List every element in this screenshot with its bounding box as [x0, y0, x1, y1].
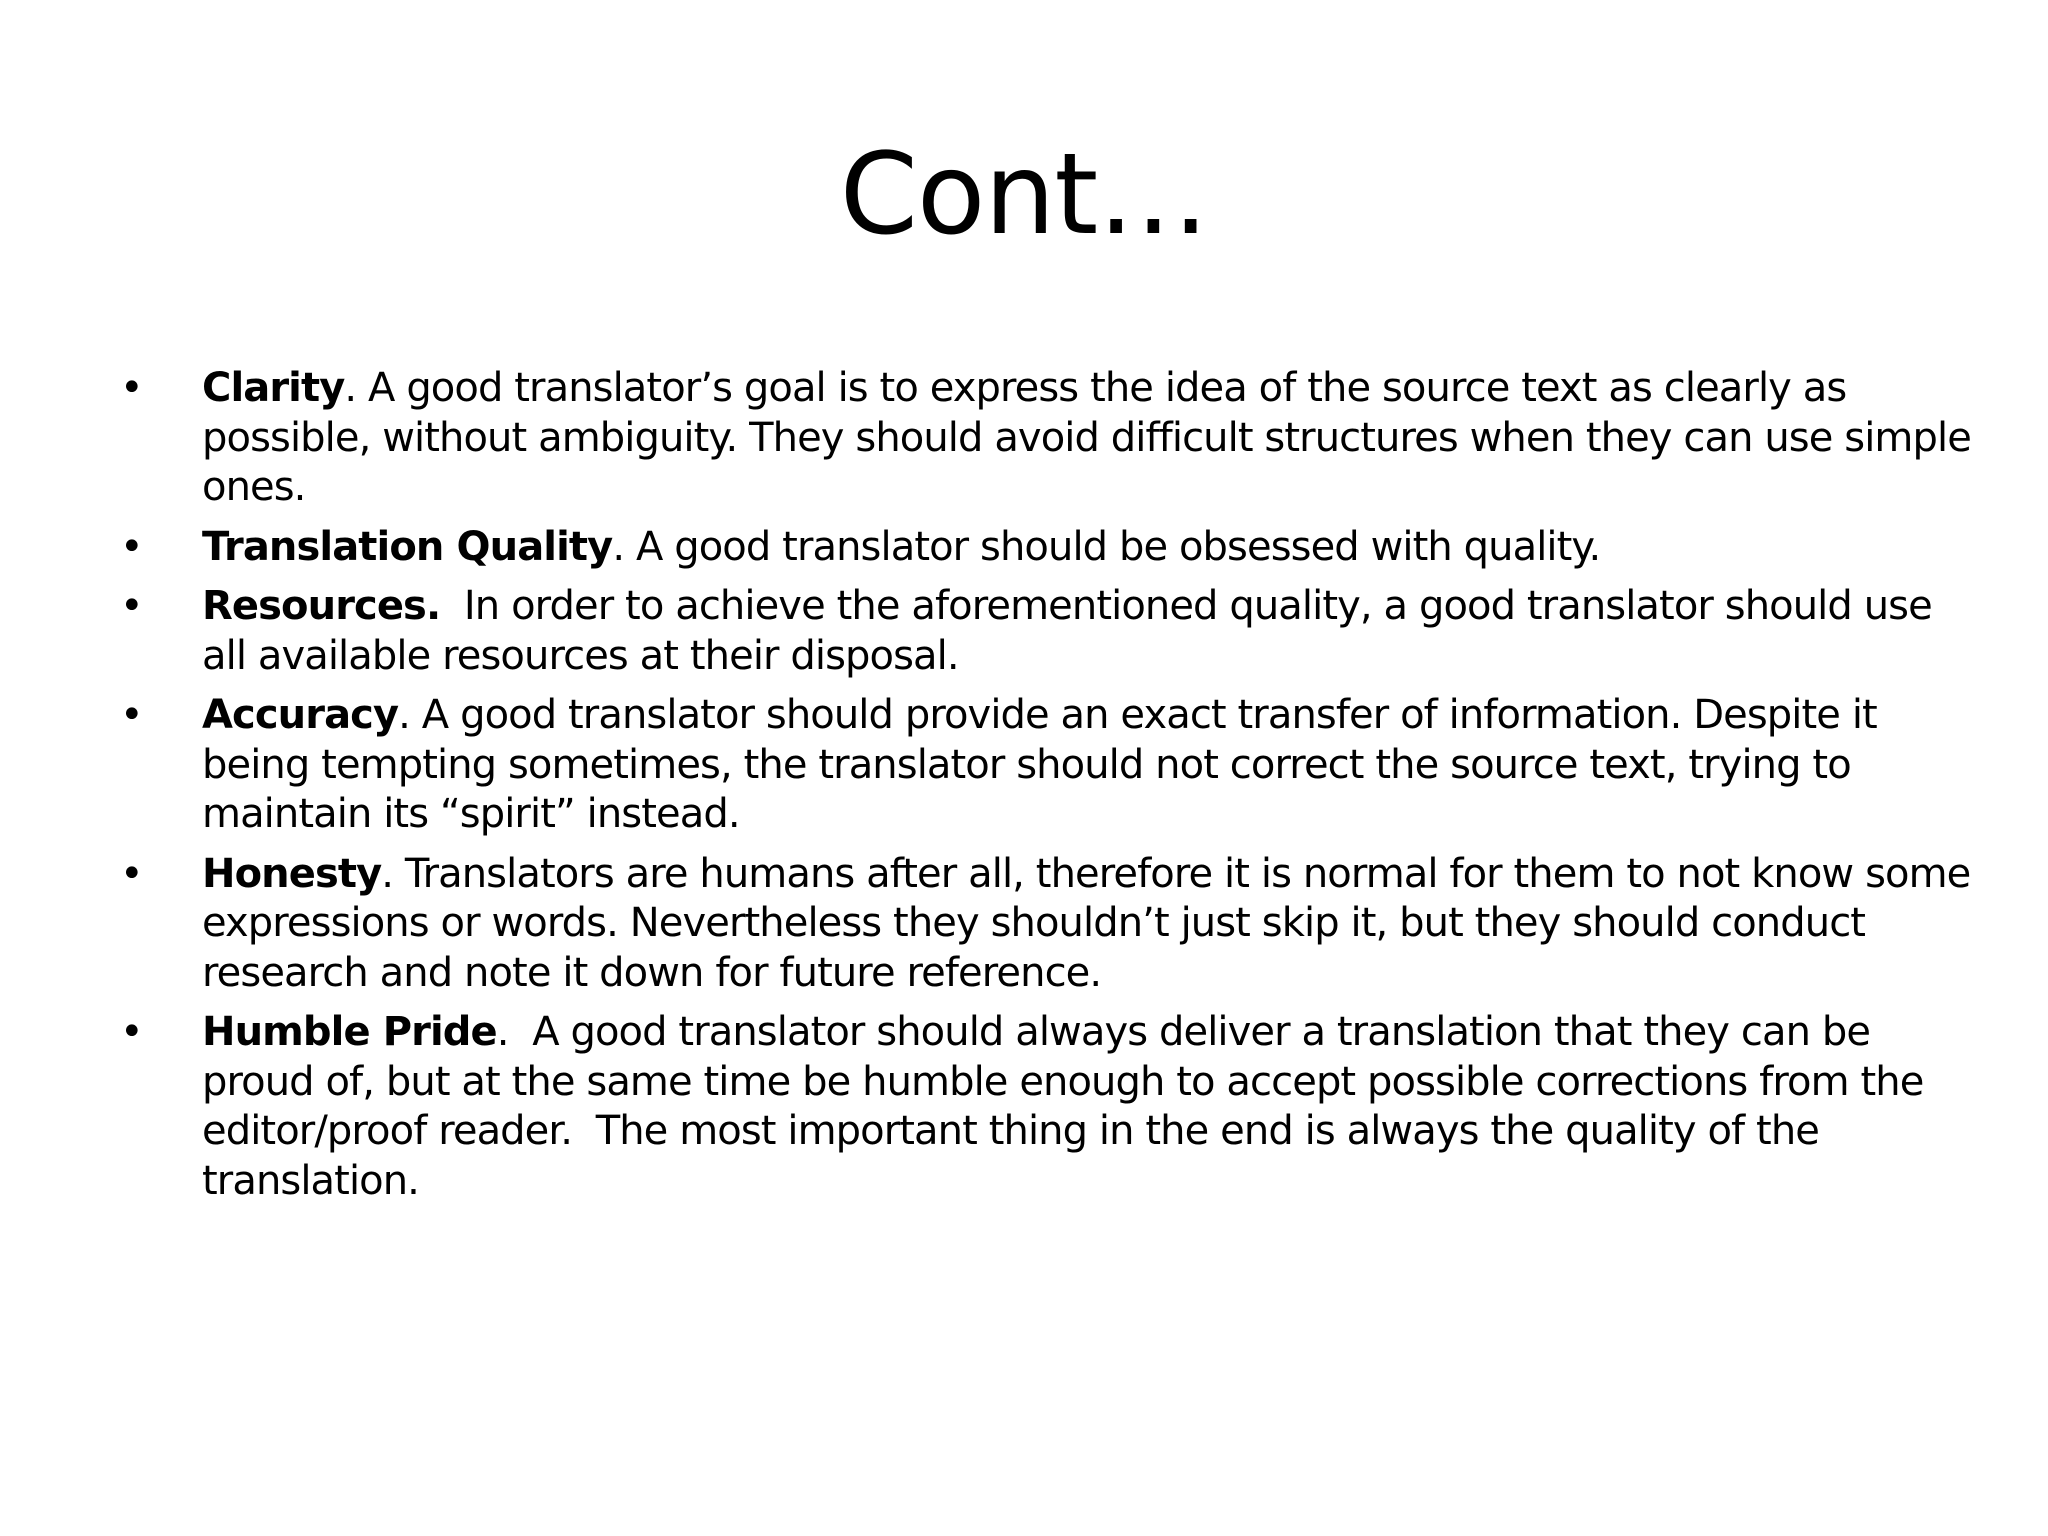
bullet-term: Translation Quality [202, 523, 613, 570]
bullet-icon: • [120, 1009, 143, 1055]
bullet-item-resources [120, 582, 1980, 681]
bullet-text: In order to achieve the aforementioned quality, a good translator should use all available resources at their disposal. [202, 583, 1944, 679]
bullet-list [120, 364, 1980, 1216]
bullet-term: Humble Pride [202, 1009, 497, 1055]
bullet-text: . A good translator’s goal is to express the idea of the source text as clearly as possible, without ambiguity. They should avoid difficult structures when they can use simple ones. [202, 365, 1971, 510]
bullet-icon: • [120, 692, 143, 738]
bullet-term: Clarity [202, 365, 345, 411]
bullet-icon: • [120, 583, 143, 629]
bullet-text: . A good translator should be obsessed with quality. [612, 523, 1601, 570]
bullet-item-clarity [120, 364, 1980, 513]
slide-title: Cont… [839, 130, 1209, 260]
bullet-text: . A good translator should always deliver a translation that they can be proud of, but at the same time be humble enough to accept possible corrections from the editor/proof reader. The most important thing in the end is always the quality of the translation. [202, 1009, 1936, 1204]
bullet-item-accuracy [120, 691, 1980, 840]
bullet-term: Honesty [202, 850, 382, 897]
bullet-icon: • [120, 850, 143, 897]
bullet-text: . A good translator should provide an exact transfer of information. Despite it being tempting sometimes, the translator should not correct the source text, trying to maintain its “spirit” instead. [202, 692, 1877, 837]
bullet-term: Resources. [202, 583, 441, 629]
bullet-item-translation-quality [120, 523, 1980, 573]
bullet-item-honesty [120, 850, 1980, 999]
bullet-icon: • [120, 365, 143, 411]
bullet-term: Accuracy [202, 692, 399, 738]
bullet-icon: • [120, 523, 143, 570]
bullet-item-humble-pride [120, 1008, 1980, 1206]
bullet-text: . Translators are humans after all, therefore it is normal for them to not know some expressions or words. Nevertheless they shouldn’t just skip it, but they should conduct research and note it down for future reference. [202, 850, 1971, 996]
